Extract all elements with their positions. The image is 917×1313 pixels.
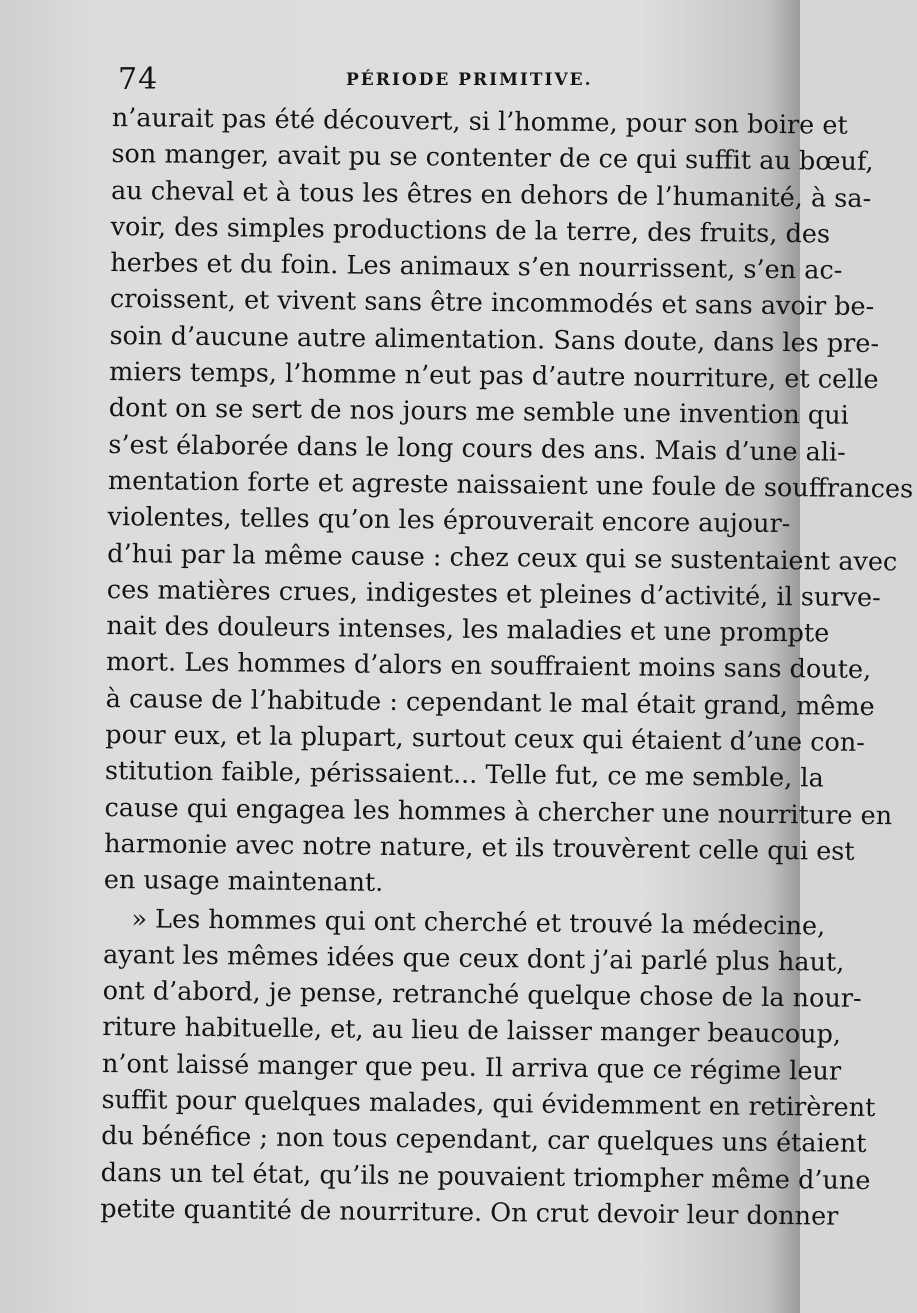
text-line: n’ont laissé manger que peu. Il arriva que ce régime leur xyxy=(101,1048,842,1087)
text-line: mentation forte et agreste naissaient une foule de souffrances xyxy=(107,465,914,505)
text-line: dans un tel état, qu’ils ne pouvaient triompher même d’une xyxy=(100,1157,871,1196)
body-text xyxy=(100,100,914,1234)
text-line: violentes, telles qu’on les éprouverait encore aujour- xyxy=(107,502,791,540)
page-header xyxy=(118,62,760,102)
text-line: » Les hommes qui ont cherché et trouvé la médecine, xyxy=(131,903,826,942)
text-line: d’hui par la même cause : chez ceux qui se sustentaient avec xyxy=(107,538,898,577)
text-line: pour eux, et la plupart, surtout ceux qui étaient d’une con- xyxy=(105,720,866,758)
text-line: stitution faible, périssaient... Telle fut, ce me semble, la xyxy=(104,756,824,794)
text-line: ont d’abord, je pense, retranché quelque chose de la nour- xyxy=(102,976,862,1015)
text-line: herbes et du foin. Les animaux s’en nourrissent, s’en ac- xyxy=(110,248,843,286)
text-line: ces matières crues, indigestes et pleines d’activité, il surve- xyxy=(106,574,881,613)
text-line: petite quantité de nourriture. On crut devoir leur donner xyxy=(100,1193,839,1232)
text-line: suffit pour quelques malades, qui évidemment en retirèrent xyxy=(101,1084,876,1124)
paragraph-1 xyxy=(103,100,914,905)
text-line: voir, des simples productions de la terre, des fruits, des xyxy=(110,211,831,250)
text-line: riture habituelle, et, au lieu de laisser manger beaucoup, xyxy=(102,1012,842,1051)
text-line: miers temps, l’homme n’eut pas d’autre nourriture, et celle xyxy=(108,357,879,396)
text-line: du bénéfice ; non tous cependant, car quelques uns étaient xyxy=(100,1121,867,1160)
text-line: n’aurait pas été découvert, si l’homme, pour son boire et xyxy=(111,102,848,141)
text-line: au cheval et à tous les êtres en dehors de l’humanité, à sa- xyxy=(110,175,872,214)
text-line: croissent, et vivent sans être incommodés et sans avoir be- xyxy=(109,284,875,323)
text-line: s’est élaborée dans le long cours des ans. Mais d’une ali- xyxy=(108,429,846,468)
running-head: PÉRIODE PRIMITIVE. xyxy=(346,70,593,90)
text-line: harmonie avec notre nature, et ils trouvèrent celle qui est xyxy=(104,828,855,867)
text-line: ayant les mêmes idées que ceux dont j’ai parlé plus haut, xyxy=(102,939,845,978)
text-line: mort. Les hommes d’alors en souffraient moins sans doute, xyxy=(105,647,872,686)
text-line: à cause de l’habitude : cependant le mal était grand, même xyxy=(105,683,875,722)
text-line: soin d’aucune autre alimentation. Sans doute, dans les pre- xyxy=(109,320,880,359)
text-line: cause qui engagea les hommes à chercher une nourriture en xyxy=(104,792,893,831)
text-line: en usage maintenant. xyxy=(103,865,384,899)
text-line: son manger, avait pu se contenter de ce qui suffit au bœuf, xyxy=(111,139,874,178)
text-line: dont on se sert de nos jours me semble une invention qui xyxy=(108,393,849,432)
paragraph-2 xyxy=(100,900,876,1234)
text-line: nait des douleurs intenses, les maladies et une prompte xyxy=(106,611,830,649)
page-number: 74 xyxy=(118,62,159,97)
